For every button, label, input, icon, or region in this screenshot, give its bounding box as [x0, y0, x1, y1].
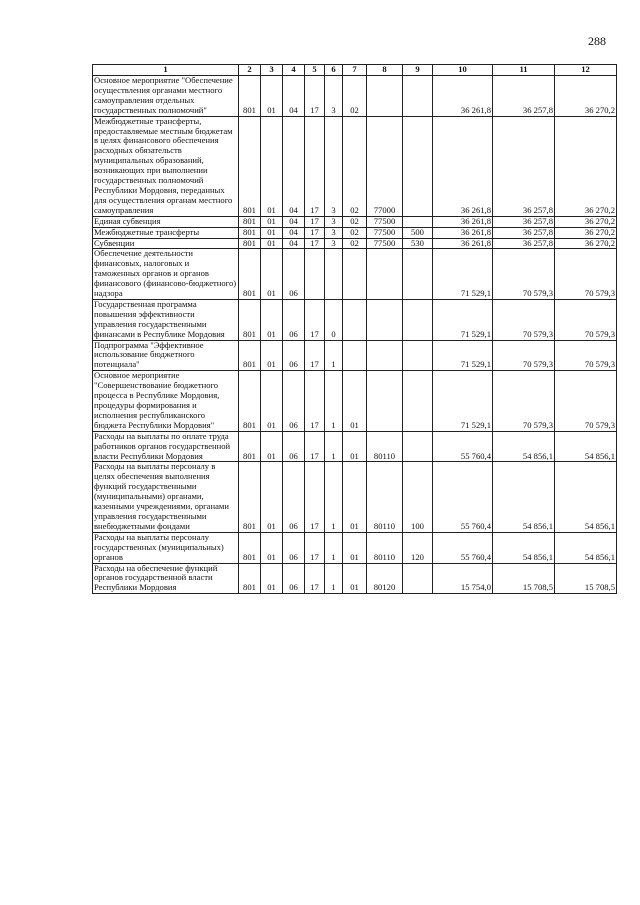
code-cell: 17: [305, 227, 325, 238]
row-name-cell: Основное мероприятие "Обеспечение осуществления органами местного самоуправления отдельных государственных полномочий": [93, 76, 239, 117]
code-cell: 77500: [367, 238, 403, 249]
code-cell: 1: [325, 371, 343, 431]
code-cell: 120: [403, 532, 433, 563]
code-cell: 17: [305, 532, 325, 563]
column-header: 3: [261, 65, 283, 76]
amount-cell: 55 760,4: [433, 462, 493, 532]
code-cell: 1: [325, 563, 343, 594]
row-name-cell: Расходы на выплаты персоналу государственных (муниципальных) органов: [93, 532, 239, 563]
row-name-cell: Субвенции: [93, 238, 239, 249]
column-header: 11: [493, 65, 555, 76]
code-cell: 0: [325, 299, 343, 340]
amount-cell: 15 754,0: [433, 563, 493, 594]
table-row: [93, 462, 617, 532]
code-cell: 17: [305, 76, 325, 117]
amount-cell: 70 579,3: [493, 249, 555, 300]
code-cell: 04: [283, 76, 305, 117]
row-name-cell: Основное мероприятие "Совершенствование бюджетного процесса в Республике Мордовия, процедуры формирования и исполнения республиканского бюджета Республики Мордовия": [93, 371, 239, 431]
amount-cell: 15 708,5: [493, 563, 555, 594]
amount-cell: 70 579,3: [555, 249, 617, 300]
amount-cell: 55 760,4: [433, 431, 493, 462]
amount-cell: 70 579,3: [555, 371, 617, 431]
row-name-cell: Расходы на обеспечение функций органов государственной власти Республики Мордовия: [93, 563, 239, 594]
amount-cell: 36 257,8: [493, 227, 555, 238]
amount-cell: 15 708,5: [555, 563, 617, 594]
amount-cell: 36 261,8: [433, 76, 493, 117]
code-cell: 3: [325, 76, 343, 117]
table-row: [93, 563, 617, 594]
amount-cell: 36 270,2: [555, 216, 617, 227]
table-row: [93, 340, 617, 371]
row-name-cell: Расходы на выплаты по оплате труда работников органов государственной власти Республики Мордовия: [93, 431, 239, 462]
code-cell: [367, 249, 403, 300]
amount-cell: 36 257,8: [493, 216, 555, 227]
table-row: [93, 76, 617, 117]
table-row: [93, 249, 617, 300]
amount-cell: 36 261,8: [433, 227, 493, 238]
code-cell: 801: [239, 371, 261, 431]
code-cell: 01: [261, 532, 283, 563]
code-cell: 801: [239, 238, 261, 249]
code-cell: 100: [403, 462, 433, 532]
column-header: 2: [239, 65, 261, 76]
amount-cell: 55 760,4: [433, 532, 493, 563]
code-cell: [367, 340, 403, 371]
code-cell: 02: [343, 76, 367, 117]
row-name-cell: Межбюджетные трансферты: [93, 227, 239, 238]
amount-cell: 36 257,8: [493, 238, 555, 249]
code-cell: 77500: [367, 216, 403, 227]
code-cell: 01: [261, 340, 283, 371]
amount-cell: 36 261,8: [433, 216, 493, 227]
amount-cell: 54 856,1: [555, 462, 617, 532]
code-cell: 01: [261, 371, 283, 431]
table-row: [93, 371, 617, 431]
code-cell: 801: [239, 340, 261, 371]
code-cell: 801: [239, 462, 261, 532]
code-cell: [325, 249, 343, 300]
amount-cell: 54 856,1: [555, 532, 617, 563]
code-cell: 17: [305, 563, 325, 594]
column-header: 12: [555, 65, 617, 76]
amount-cell: 36 270,2: [555, 238, 617, 249]
amount-cell: 54 856,1: [493, 532, 555, 563]
code-cell: 04: [283, 116, 305, 216]
amount-cell: 71 529,1: [433, 340, 493, 371]
code-cell: 801: [239, 216, 261, 227]
column-header: 5: [305, 65, 325, 76]
code-cell: 01: [261, 249, 283, 300]
column-header: 8: [367, 65, 403, 76]
code-cell: 06: [283, 532, 305, 563]
code-cell: 06: [283, 340, 305, 371]
column-header: 4: [283, 65, 305, 76]
code-cell: 01: [261, 431, 283, 462]
code-cell: 01: [261, 216, 283, 227]
code-cell: 801: [239, 532, 261, 563]
code-cell: 17: [305, 238, 325, 249]
code-cell: 04: [283, 216, 305, 227]
code-cell: 02: [343, 238, 367, 249]
amount-cell: 71 529,1: [433, 299, 493, 340]
table-row: [93, 116, 617, 216]
code-cell: [367, 76, 403, 117]
amount-cell: 36 270,2: [555, 227, 617, 238]
row-name-cell: Подпрограмма "Эффективное использование бюджетного потенциала": [93, 340, 239, 371]
code-cell: 1: [325, 340, 343, 371]
amount-cell: 36 270,2: [555, 116, 617, 216]
table-row: [93, 532, 617, 563]
code-cell: 530: [403, 238, 433, 249]
code-cell: [403, 76, 433, 117]
code-cell: 801: [239, 116, 261, 216]
code-cell: 01: [343, 462, 367, 532]
amount-cell: 70 579,3: [493, 371, 555, 431]
row-name-cell: Обеспечение деятельности финансовых, налоговых и таможенных органов и органов финансового (финансово-бюджетного) надзора: [93, 249, 239, 300]
code-cell: [343, 299, 367, 340]
code-cell: 06: [283, 462, 305, 532]
column-header: 6: [325, 65, 343, 76]
code-cell: 17: [305, 340, 325, 371]
code-cell: 06: [283, 249, 305, 300]
amount-cell: 71 529,1: [433, 371, 493, 431]
code-cell: [305, 249, 325, 300]
code-cell: [367, 299, 403, 340]
code-cell: 80110: [367, 431, 403, 462]
code-cell: 3: [325, 238, 343, 249]
amount-cell: 70 579,3: [493, 340, 555, 371]
code-cell: 02: [343, 216, 367, 227]
code-cell: [367, 371, 403, 431]
amount-cell: 54 856,1: [493, 462, 555, 532]
code-cell: 80110: [367, 532, 403, 563]
code-cell: 06: [283, 299, 305, 340]
code-cell: 01: [343, 563, 367, 594]
code-cell: 80120: [367, 563, 403, 594]
code-cell: 801: [239, 249, 261, 300]
code-cell: 06: [283, 431, 305, 462]
amount-cell: 71 529,1: [433, 249, 493, 300]
code-cell: 17: [305, 216, 325, 227]
code-cell: 3: [325, 227, 343, 238]
amount-cell: 70 579,3: [555, 340, 617, 371]
code-cell: [403, 299, 433, 340]
code-cell: 801: [239, 431, 261, 462]
code-cell: [403, 431, 433, 462]
code-cell: 02: [343, 227, 367, 238]
code-cell: [403, 249, 433, 300]
column-header: 1: [93, 65, 239, 76]
table-row: [93, 431, 617, 462]
table-row: [93, 216, 617, 227]
code-cell: 02: [343, 116, 367, 216]
code-cell: 1: [325, 462, 343, 532]
code-cell: 06: [283, 563, 305, 594]
header-row: [93, 65, 617, 76]
code-cell: 1: [325, 431, 343, 462]
code-cell: 01: [343, 371, 367, 431]
budget-table: [92, 64, 617, 594]
code-cell: 01: [261, 227, 283, 238]
code-cell: 801: [239, 227, 261, 238]
amount-cell: 70 579,3: [493, 299, 555, 340]
table-row: [93, 238, 617, 249]
page-number: 288: [588, 34, 606, 48]
code-cell: 17: [305, 371, 325, 431]
code-cell: [343, 340, 367, 371]
row-name-cell: Единая субвенция: [93, 216, 239, 227]
amount-cell: 70 579,3: [555, 299, 617, 340]
table-row: [93, 299, 617, 340]
code-cell: 01: [261, 462, 283, 532]
code-cell: 04: [283, 238, 305, 249]
code-cell: 04: [283, 227, 305, 238]
code-cell: 01: [261, 238, 283, 249]
column-header: 10: [433, 65, 493, 76]
amount-cell: 36 270,2: [555, 76, 617, 117]
code-cell: 801: [239, 299, 261, 340]
code-cell: [343, 249, 367, 300]
code-cell: 01: [261, 563, 283, 594]
code-cell: 77000: [367, 116, 403, 216]
code-cell: [403, 116, 433, 216]
code-cell: 01: [261, 299, 283, 340]
amount-cell: 54 856,1: [493, 431, 555, 462]
code-cell: [403, 371, 433, 431]
amount-cell: 36 261,8: [433, 238, 493, 249]
amount-cell: 36 257,8: [493, 116, 555, 216]
code-cell: 77500: [367, 227, 403, 238]
amount-cell: 54 856,1: [555, 431, 617, 462]
code-cell: 500: [403, 227, 433, 238]
table-row: [93, 227, 617, 238]
code-cell: 80110: [367, 462, 403, 532]
table-body: [93, 76, 617, 594]
row-name-cell: Межбюджетные трансферты, предоставляемые местным бюджетам в целях финансового обеспечения расходных обязательств муниципальных образований, возникающих при выполнении государственных полномочий Республики Мордовия, переданных для осуществления органам местного самоуправления: [93, 116, 239, 216]
row-name-cell: Расходы на выплаты персоналу в целях обеспечения выполнения функций государственными (муниципальными) органами, казенными учреждениями, органами управления государственными внебюджетными фондами: [93, 462, 239, 532]
row-name-cell: Государственная программа повышения эффективности управления государственными финансами в Республике Мордовия: [93, 299, 239, 340]
code-cell: [403, 216, 433, 227]
amount-cell: 36 261,8: [433, 116, 493, 216]
column-header: 7: [343, 65, 367, 76]
code-cell: [403, 340, 433, 371]
column-header: 9: [403, 65, 433, 76]
code-cell: 01: [343, 532, 367, 563]
code-cell: 17: [305, 299, 325, 340]
code-cell: 801: [239, 563, 261, 594]
code-cell: 06: [283, 371, 305, 431]
code-cell: 01: [261, 116, 283, 216]
code-cell: 17: [305, 462, 325, 532]
code-cell: 01: [343, 431, 367, 462]
code-cell: 3: [325, 116, 343, 216]
code-cell: 801: [239, 76, 261, 117]
code-cell: 01: [261, 76, 283, 117]
amount-cell: 36 257,8: [493, 76, 555, 117]
code-cell: 17: [305, 431, 325, 462]
code-cell: 3: [325, 216, 343, 227]
code-cell: [403, 563, 433, 594]
code-cell: 1: [325, 532, 343, 563]
code-cell: 17: [305, 116, 325, 216]
